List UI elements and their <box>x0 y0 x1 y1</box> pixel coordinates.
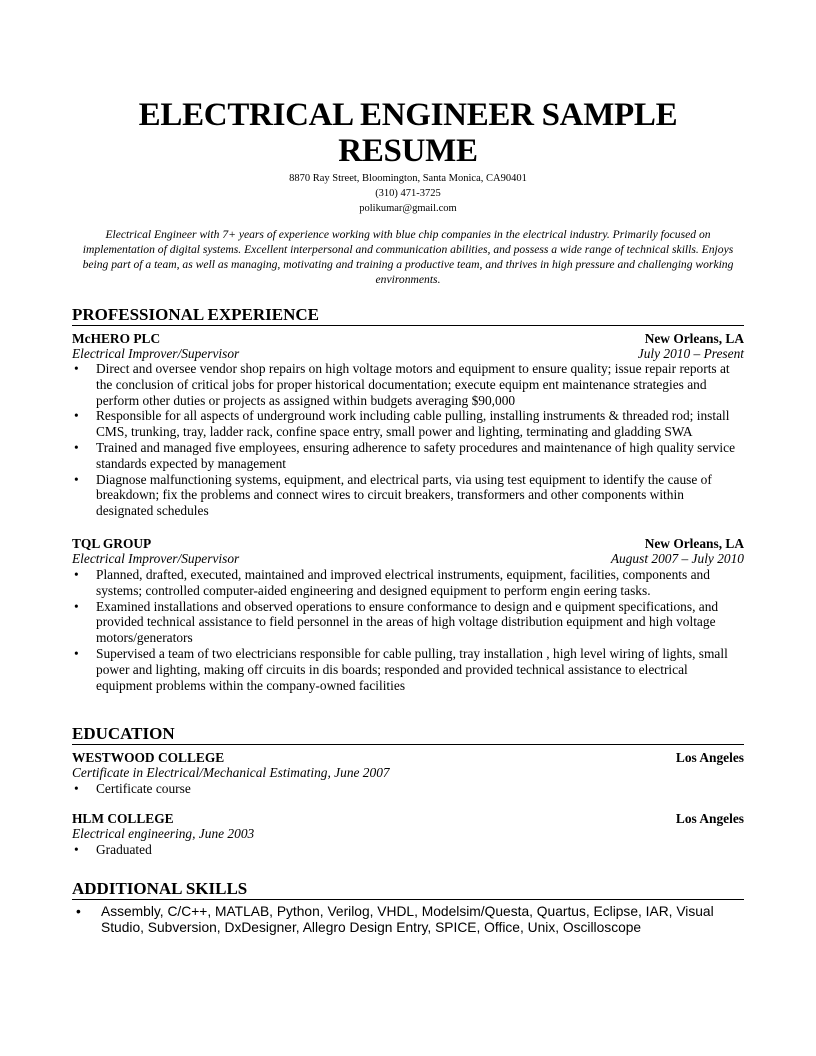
school-2-detail-row <box>72 826 744 842</box>
education-heading: EDUCATION <box>72 724 744 745</box>
job-2-subheader <box>72 551 744 567</box>
school-2-bullets <box>72 842 744 858</box>
title-line-1: ELECTRICAL ENGINEER SAMPLE <box>138 97 678 133</box>
school-1-detail-row <box>72 765 744 781</box>
job-1-dates: July 2010 – Present <box>637 346 744 361</box>
phone: (310) 471-3725 <box>375 188 441 199</box>
title-line-2: RESUME <box>338 133 478 169</box>
school-2-detail: Electrical engineering, June 2003 <box>72 826 255 841</box>
resume-title <box>80 97 736 169</box>
job-1-subheader <box>72 346 744 362</box>
skills-heading: ADDITIONAL SKILLS <box>72 879 744 900</box>
list-item: • Responsible for all aspects of underground work including cable pulling, installing instruments & threaded rod; install CMS, trunking, tray, ladder rack, confine space entry, small power and lighting, terminating and gladding SWA <box>72 408 744 440</box>
school-2-header <box>72 811 744 827</box>
school-2-name: HLM COLLEGE <box>72 811 174 826</box>
job-1-bullets <box>72 361 744 519</box>
job-1-location: New Orleans, LA <box>644 331 744 346</box>
job-1-role: Electrical Improver/Supervisor <box>72 346 240 361</box>
list-item: • Planned, drafted, executed, maintained and improved electrical instruments, equipment, facilities, components and systems; controlled computer-aided engineering and designed equipment to perform engin eering tasks. <box>72 567 744 599</box>
job-2-company: TQL GROUP <box>72 536 152 551</box>
list-item: • Assembly, C/C++, MATLAB, Python, Verilog, VHDL, Modelsim/Questa, Quartus, Eclipse, IAR, Visual Studio, Subversion, DxDesigner, Allegro Design Entry, SPICE, Office, Unix, Oscilloscope <box>72 904 744 936</box>
list-item: • Diagnose malfunctioning systems, equipment, and electrical parts, via using test equipment to identify the cause of breakdown; fix the problems and connect wires to circuit breakers, transformers and other components within designated schedules <box>72 472 744 519</box>
list-item: • Graduated <box>72 842 744 858</box>
job-2-header <box>72 536 744 552</box>
job-1-header <box>72 331 744 347</box>
email: polikumar@gmail.com <box>359 203 457 214</box>
school-1-name: WESTWOOD COLLEGE <box>72 750 225 765</box>
job-1-company: McHERO PLC <box>72 331 161 346</box>
school-2-location: Los Angeles <box>675 811 744 826</box>
list-item: • Examined installations and observed operations to ensure conformance to design and e quipment specifications, and provided technical assistance to field personnel in the areas of high voltage distribution equipment and high voltage motors/generators <box>72 599 744 646</box>
list-item: • Trained and managed five employees, ensuring adherence to safety procedures and maintenance of high quality service standards expected by management <box>72 440 744 472</box>
skills-list <box>72 904 744 936</box>
school-1-detail: Certificate in Electrical/Mechanical Estimating, June 2007 <box>72 765 390 780</box>
job-2-dates: August 2007 – July 2010 <box>610 551 744 566</box>
school-1-header <box>72 750 744 766</box>
job-2-bullets <box>72 567 744 693</box>
list-item: • Supervised a team of two electricians responsible for cable pulling, tray installation , high level wiring of lights, small power and lighting, making off circuits in dis boards; responded and provided technical assistance to electrical equipment problems within the company-owned facilities <box>72 646 744 693</box>
professional-summary: Electrical Engineer with 7+ years of experience working with blue chip companies in the electrical industry. Primarily focused on implementation of digital systems. Excellent interpersonal and communication abilities, and possess a wide range of technical skills. Enjoys being part of a team, as well as managing, motivating and training a productive team, and thrives in high pressure and challenging working environments. <box>82 228 734 286</box>
job-2-role: Electrical Improver/Supervisor <box>72 551 240 566</box>
experience-heading: PROFESSIONAL EXPERIENCE <box>72 305 744 326</box>
list-item: • Certificate course <box>72 781 744 797</box>
job-2-location: New Orleans, LA <box>644 536 744 551</box>
address: 8870 Ray Street, Bloomington, Santa Monica, CA90401 <box>289 173 527 184</box>
school-1-bullets <box>72 781 744 797</box>
school-1-location: Los Angeles <box>675 750 744 765</box>
list-item: • Direct and oversee vendor shop repairs on high voltage motors and equipment to ensure quality; issue repair reports at the conclusion of critical jobs for proper historical documentation; execute equipm ent maintenance strategies and perform other duties or projects as assigned within budgets averaging $90,000 <box>72 361 744 408</box>
